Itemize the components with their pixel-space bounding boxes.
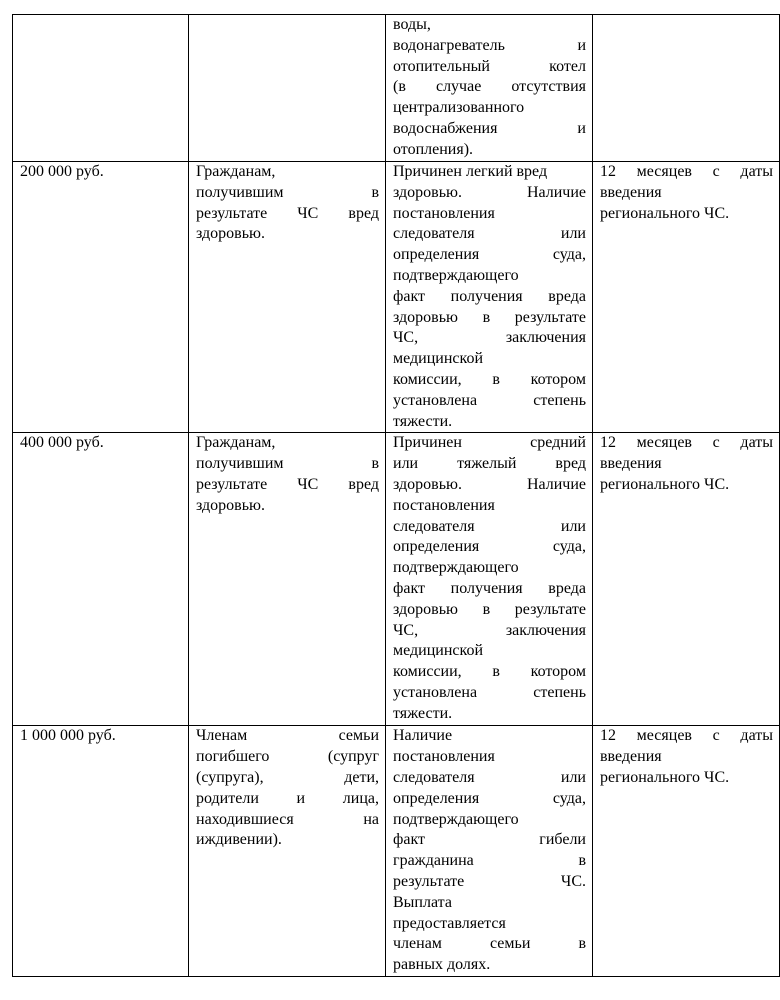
conditions-cell bbox=[386, 433, 593, 726]
conditions-line: ЧС, заключения bbox=[393, 329, 586, 347]
conditions-line: следователя или bbox=[393, 768, 586, 786]
conditions-cell bbox=[386, 15, 593, 162]
table-row bbox=[13, 433, 780, 726]
term-line: 12 месяцев с даты bbox=[600, 434, 773, 452]
term-cell bbox=[593, 15, 780, 162]
recipients-line: погибшего (супруг bbox=[196, 748, 379, 766]
conditions-line: здоровью в результате bbox=[393, 600, 586, 618]
conditions-cell bbox=[386, 726, 593, 977]
recipients-line: здоровью. bbox=[196, 225, 265, 243]
conditions-line: централизованного bbox=[393, 99, 525, 117]
conditions-line: комиссии, в котором bbox=[393, 663, 586, 681]
recipients-cell bbox=[189, 726, 386, 977]
conditions-line: постановления bbox=[393, 496, 495, 514]
conditions-line: подтверждающего bbox=[393, 559, 519, 577]
recipients-cell bbox=[189, 15, 386, 162]
recipients-line: результате ЧС вред bbox=[196, 475, 379, 493]
recipients-line: Членам семьи bbox=[196, 727, 379, 745]
conditions-line: факт получения вреда bbox=[393, 287, 586, 305]
amount-cell bbox=[13, 433, 189, 726]
term-line: 12 месяцев с даты bbox=[600, 163, 773, 180]
term-cell bbox=[593, 726, 780, 977]
conditions-line: членам семьи в bbox=[393, 935, 586, 953]
term-line: введения bbox=[600, 183, 662, 201]
conditions-line: подтверждающего bbox=[393, 266, 519, 284]
recipients-cell bbox=[189, 433, 386, 726]
conditions-line: водоснабжения и bbox=[393, 119, 586, 137]
recipients-line: иждивении). bbox=[196, 831, 282, 849]
recipients-cell bbox=[189, 162, 386, 433]
table-row bbox=[13, 726, 780, 977]
conditions-line: воды, bbox=[393, 16, 431, 33]
table-row bbox=[13, 162, 780, 433]
conditions-cell bbox=[386, 162, 593, 433]
conditions-line: гражданина в bbox=[393, 852, 586, 870]
recipients-line: получившим в bbox=[196, 455, 379, 473]
amount-cell bbox=[13, 162, 189, 433]
conditions-line: водонагреватель и bbox=[393, 36, 586, 54]
recipients-line: родители и лица, bbox=[196, 789, 379, 807]
term-line: регионального ЧС. bbox=[600, 204, 730, 222]
term-line: введения bbox=[600, 748, 662, 766]
conditions-line: следователя или bbox=[393, 225, 586, 243]
recipients-line: находившиеся на bbox=[196, 810, 379, 828]
conditions-line: здоровью. Наличие bbox=[393, 475, 586, 493]
conditions-line: определения суда, bbox=[393, 789, 586, 807]
recipients-line: Гражданам, bbox=[196, 434, 276, 452]
conditions-line: Причинен легкий вред bbox=[393, 163, 548, 180]
amount-cell bbox=[13, 15, 189, 162]
term-cell bbox=[593, 162, 780, 433]
conditions-line: тяжести. bbox=[393, 704, 453, 722]
amount-text: 1 000 000 руб. bbox=[20, 727, 116, 745]
conditions-line: установлена степень bbox=[393, 391, 586, 409]
conditions-line: Наличие bbox=[393, 727, 453, 745]
table-row bbox=[13, 15, 780, 162]
recipients-line: получившим в bbox=[196, 183, 379, 201]
conditions-line: отопительный котел bbox=[393, 57, 586, 75]
conditions-line: комиссии, в котором bbox=[393, 370, 586, 388]
conditions-line: или тяжелый вред bbox=[393, 455, 586, 473]
recipients-line: Гражданам, bbox=[196, 163, 276, 180]
conditions-line: предоставляется bbox=[393, 914, 506, 932]
conditions-line: постановления bbox=[393, 748, 495, 766]
conditions-line: (в случае отсутствия bbox=[393, 78, 586, 96]
payments-table bbox=[12, 14, 780, 977]
conditions-line: следователя или bbox=[393, 517, 586, 535]
conditions-line: факт получения вреда bbox=[393, 579, 586, 597]
term-line: регионального ЧС. bbox=[600, 475, 730, 493]
amount-cell bbox=[13, 726, 189, 977]
amount-text: 400 000 руб. bbox=[20, 434, 104, 452]
amount-text: 200 000 руб. bbox=[20, 163, 104, 180]
conditions-line: установлена степень bbox=[393, 683, 586, 701]
term-line: введения bbox=[600, 455, 662, 473]
term-cell bbox=[593, 433, 780, 726]
conditions-line: Выплата bbox=[393, 893, 452, 911]
conditions-line: результате ЧС. bbox=[393, 872, 586, 890]
conditions-line: Причинен средний bbox=[393, 434, 586, 452]
conditions-line: факт гибели bbox=[393, 831, 586, 849]
conditions-line: равных долях. bbox=[393, 956, 491, 974]
term-line: 12 месяцев с даты bbox=[600, 727, 773, 745]
conditions-line: определения суда, bbox=[393, 246, 586, 264]
conditions-line: медицинской bbox=[393, 642, 484, 660]
conditions-line: здоровью. Наличие bbox=[393, 183, 586, 201]
conditions-line: определения суда, bbox=[393, 538, 586, 556]
payments-table-body bbox=[13, 15, 780, 977]
recipients-line: здоровью. bbox=[196, 496, 265, 514]
recipients-line: результате ЧС вред bbox=[196, 204, 379, 222]
conditions-line: подтверждающего bbox=[393, 810, 519, 828]
conditions-line: постановления bbox=[393, 204, 495, 222]
conditions-line: тяжести. bbox=[393, 412, 453, 430]
conditions-line: здоровью в результате bbox=[393, 308, 586, 326]
conditions-line: медицинской bbox=[393, 350, 484, 368]
conditions-line: ЧС, заключения bbox=[393, 621, 586, 639]
term-line: регионального ЧС. bbox=[600, 768, 730, 786]
recipients-line: (супруга), дети, bbox=[196, 768, 379, 786]
conditions-line: отопления). bbox=[393, 140, 474, 158]
